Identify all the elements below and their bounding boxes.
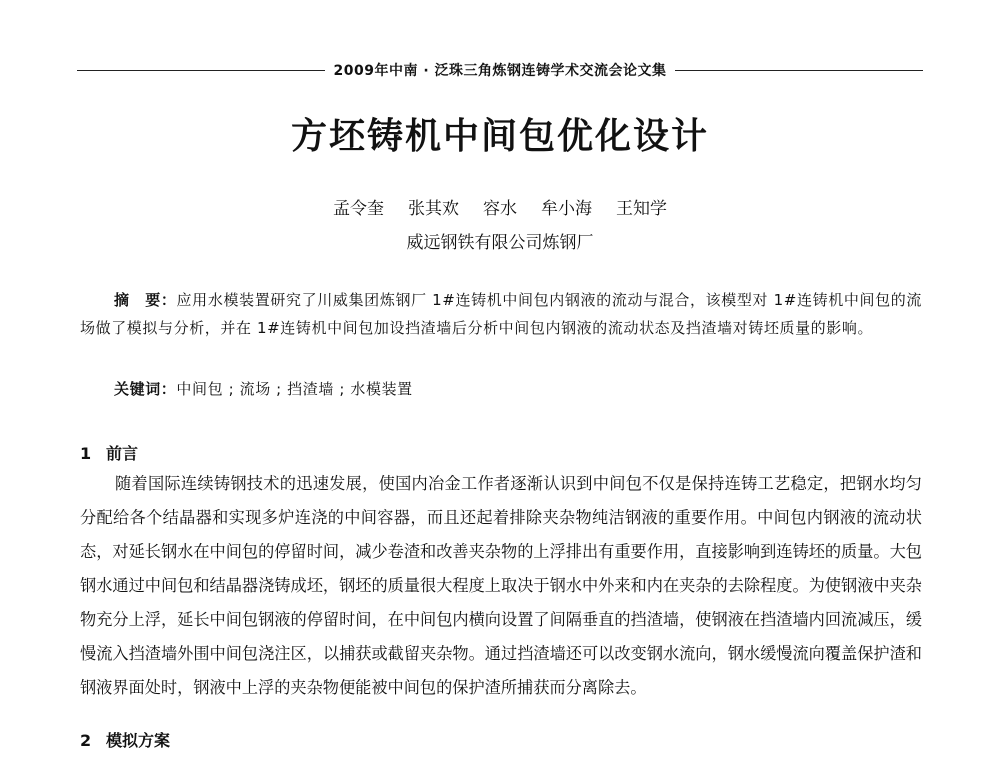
author-name: 牟小海 <box>541 199 592 219</box>
author-name: 王知学 <box>616 199 667 219</box>
keywords <box>114 376 914 402</box>
author-list <box>0 194 1000 219</box>
section-title: 前言 <box>106 444 139 463</box>
keywords-text: 中间包 ; 流场 ; 挡渣墙 ; 水模装置 <box>176 380 413 398</box>
header-rule-right <box>675 70 923 71</box>
running-title: 2009年中南 · 泛珠三角炼钢连铸学术交流会论文集 <box>333 63 667 79</box>
author-name: 孟令奎 <box>333 199 384 219</box>
paper-title: 方坯铸机中间包优化设计 <box>290 116 709 157</box>
keywords-label: 关键词： <box>114 380 177 398</box>
abstract-label: 摘 要： <box>114 291 177 309</box>
section-heading-2 <box>80 728 170 751</box>
abstract-text: 应用水模装置研究了川威集团炼钢厂 1#连铸机中间包内钢液的流动与混合，该模型对 1#连铸机中间包的流场做了模拟与分析，并在 1#连铸机中间包加设挡渣墙后分析中间包内钢液的流动状态及挡渣墙对铸坯质量的影响。 <box>80 291 922 337</box>
section-1-body: 随着国际连续铸钢技术的迅速发展，使国内冶金工作者逐渐认识到中间包不仅是保持连铸工艺稳定，把钢水均匀分配给各个结晶器和实现多炉连浇的中间容器，而且还起着排除夹杂物纯洁钢液的重要作用。中间包内钢液的流动状态，对延长钢水在中间包的停留时间，减少卷渣和改善夹杂物的上浮排出有重要作用，直接影响到连铸坯的质量。大包钢水通过中间包和结晶器浇铸成坯，钢坯的质量很大程度上取决于钢水中外来和内在夹杂的去除程度。为使钢液中夹杂物充分上浮，延长中间包钢液的停留时间，在中间包内横向设置了间隔垂直的挡渣墙，使钢液在挡渣墙内回流减压，缓慢流入挡渣墙外围中间包浇注区，以捕获或截留夹杂物。通过挡渣墙还可以改变钢水流向，钢水缓慢流向覆盖保护渣和钢液界面处时，钢液中上浮的夹杂物便能被中间包的保护渣所捕获而分离除去。 <box>80 474 922 697</box>
abstract <box>80 286 922 342</box>
section-heading-1 <box>80 441 138 464</box>
header-rule-left <box>77 70 325 71</box>
author-name: 容水 <box>483 199 517 219</box>
section-number: 2 <box>80 731 92 750</box>
section-number: 1 <box>80 444 92 463</box>
affiliation: 威远钢铁有限公司炼钢厂 <box>406 233 594 253</box>
author-name: 张其欢 <box>408 199 459 219</box>
section-title: 模拟方案 <box>106 731 171 750</box>
running-header <box>77 58 923 82</box>
